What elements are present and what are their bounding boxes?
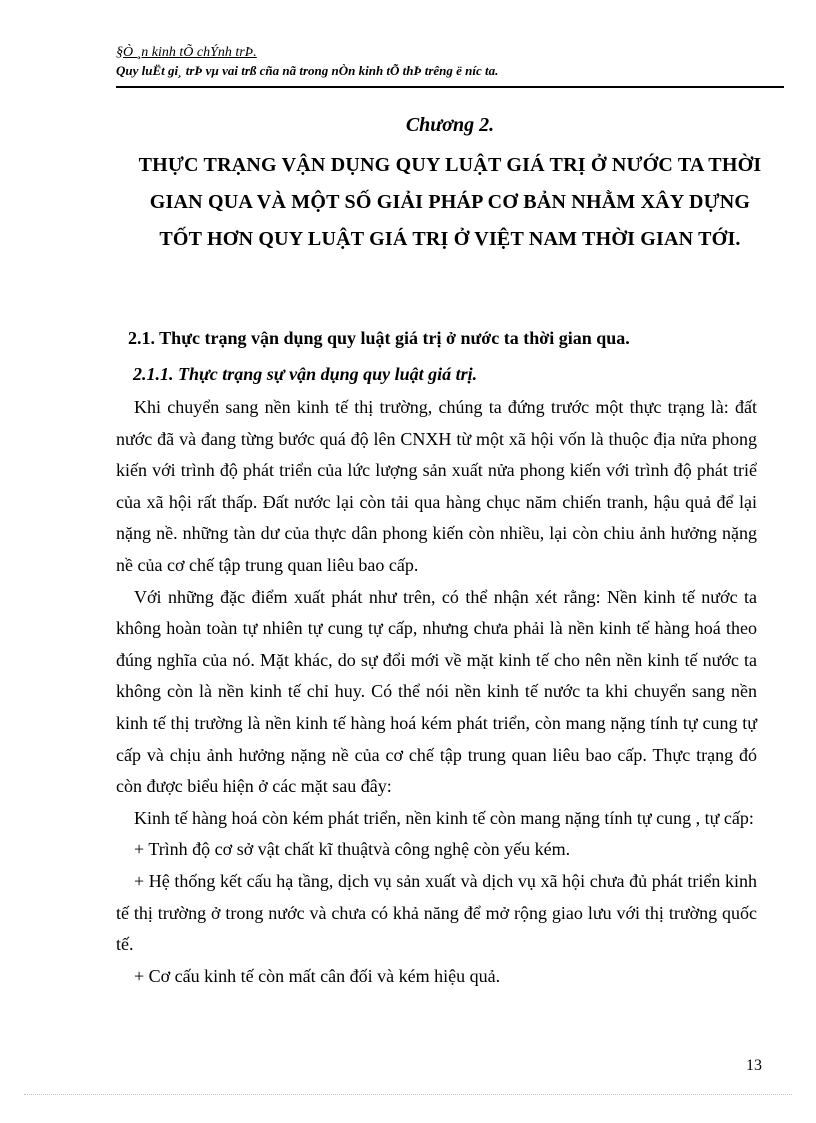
section-heading: 2.1. Thực trạng vận dụng quy luật giá trị ở nước ta thời gian qua.: [128, 328, 630, 348]
paragraph: Với những đặc điểm xuất phát như trên, có thể nhận xét rằng: Nền kinh tế nước ta không hoàn toàn tự nhiên tự cung tự cấp, nhưng chưa phải là nền kinh tế hàng hoá theo đúng nghĩa của nó. Mặt khác, do sự đổi mới về mặt kinh tế cho nên nền kinh tế nước ta không còn là nền kinh tế chỉ huy. Có thể nói nền kinh tế nước ta khi chuyển sang nền kinh tế thị trường là nền kinh tế hàng hoá kém phát triển, còn mang nặng tính tự cung tự cấp và chịu ảnh hưởng nặng nề của cơ chế tập trung quan liêu bao cấp. Thực trạng đó còn được biểu hiện ở các mặt sau đây:: [116, 586, 757, 797]
header-document-title: Quy luËt gi¸ trÞ vµ vai trß cña nã trong nÒn kinh tÕ thÞ trêng ë níc ta.: [116, 63, 499, 78]
running-header: [116, 44, 784, 80]
paragraph: + Hệ thống kết cấu hạ tầng, dịch vụ sản xuất và dịch vụ xã hội chưa đủ phát triển kinh tế thị trường ở trong nước và chưa có khả năng để mở rộng giao lưu với thị trường quốc tế.: [116, 870, 757, 955]
paragraph: + Cơ cấu kinh tế còn mất cân đối và kém hiệu quả.: [134, 965, 501, 986]
chapter-label: Chương 2.: [405, 114, 495, 136]
paragraph: + Trình độ cơ sở vật chất kĩ thuậtvà công nghệ còn yếu kém.: [134, 839, 571, 860]
paragraph: Kinh tế hàng hoá còn kém phát triển, nền kinh tế còn mang nặng tính tự cung , tự cấp:: [134, 807, 754, 828]
subsection-heading: 2.1.1. Thực trạng sự vận dụng quy luật giá trị.: [133, 364, 478, 384]
header-course-title: §Ò ¸n kinh tÕ chÝnh trÞ.: [116, 45, 257, 60]
body-text: [116, 392, 757, 992]
chapter-title: THỰC TRẠNG VẬN DỤNG QUY LUẬT GIÁ TRỊ Ở NƯỚC TA THỜI GIAN QUA VÀ MỘT SỐ GIẢI PHÁP CƠ BẢN NHẰM XÂY DỰNG TỐT HƠN QUY LUẬT GIÁ TRỊ Ở VIỆT NAM THỜI GIAN TỚI.: [138, 154, 762, 250]
header-divider: [116, 86, 784, 88]
page-number: 13: [746, 1057, 762, 1074]
footer-divider: [24, 1094, 792, 1095]
paragraph: Khi chuyển sang nền kinh tế thị trường, chúng ta đứng trước một thực trạng là: đất nước đã và đang từng bước quá độ lên CNXH từ một xã hội vốn là thuộc địa nửa phong kiến với trình độ phát triển của lức lượng sản xuất nửa phong kiến với trình độ phát triể của xã hội rất thấp. Đất nước lại còn tải qua hàng chục năm chiến tranh, hậu quả để lại nặng nề. những tàn dư của thực dân phong kiến còn nhiều, lại còn chiu ảnh hưởng nặng nề của cơ chế tập trung quan liêu bao cấp.: [116, 397, 757, 575]
